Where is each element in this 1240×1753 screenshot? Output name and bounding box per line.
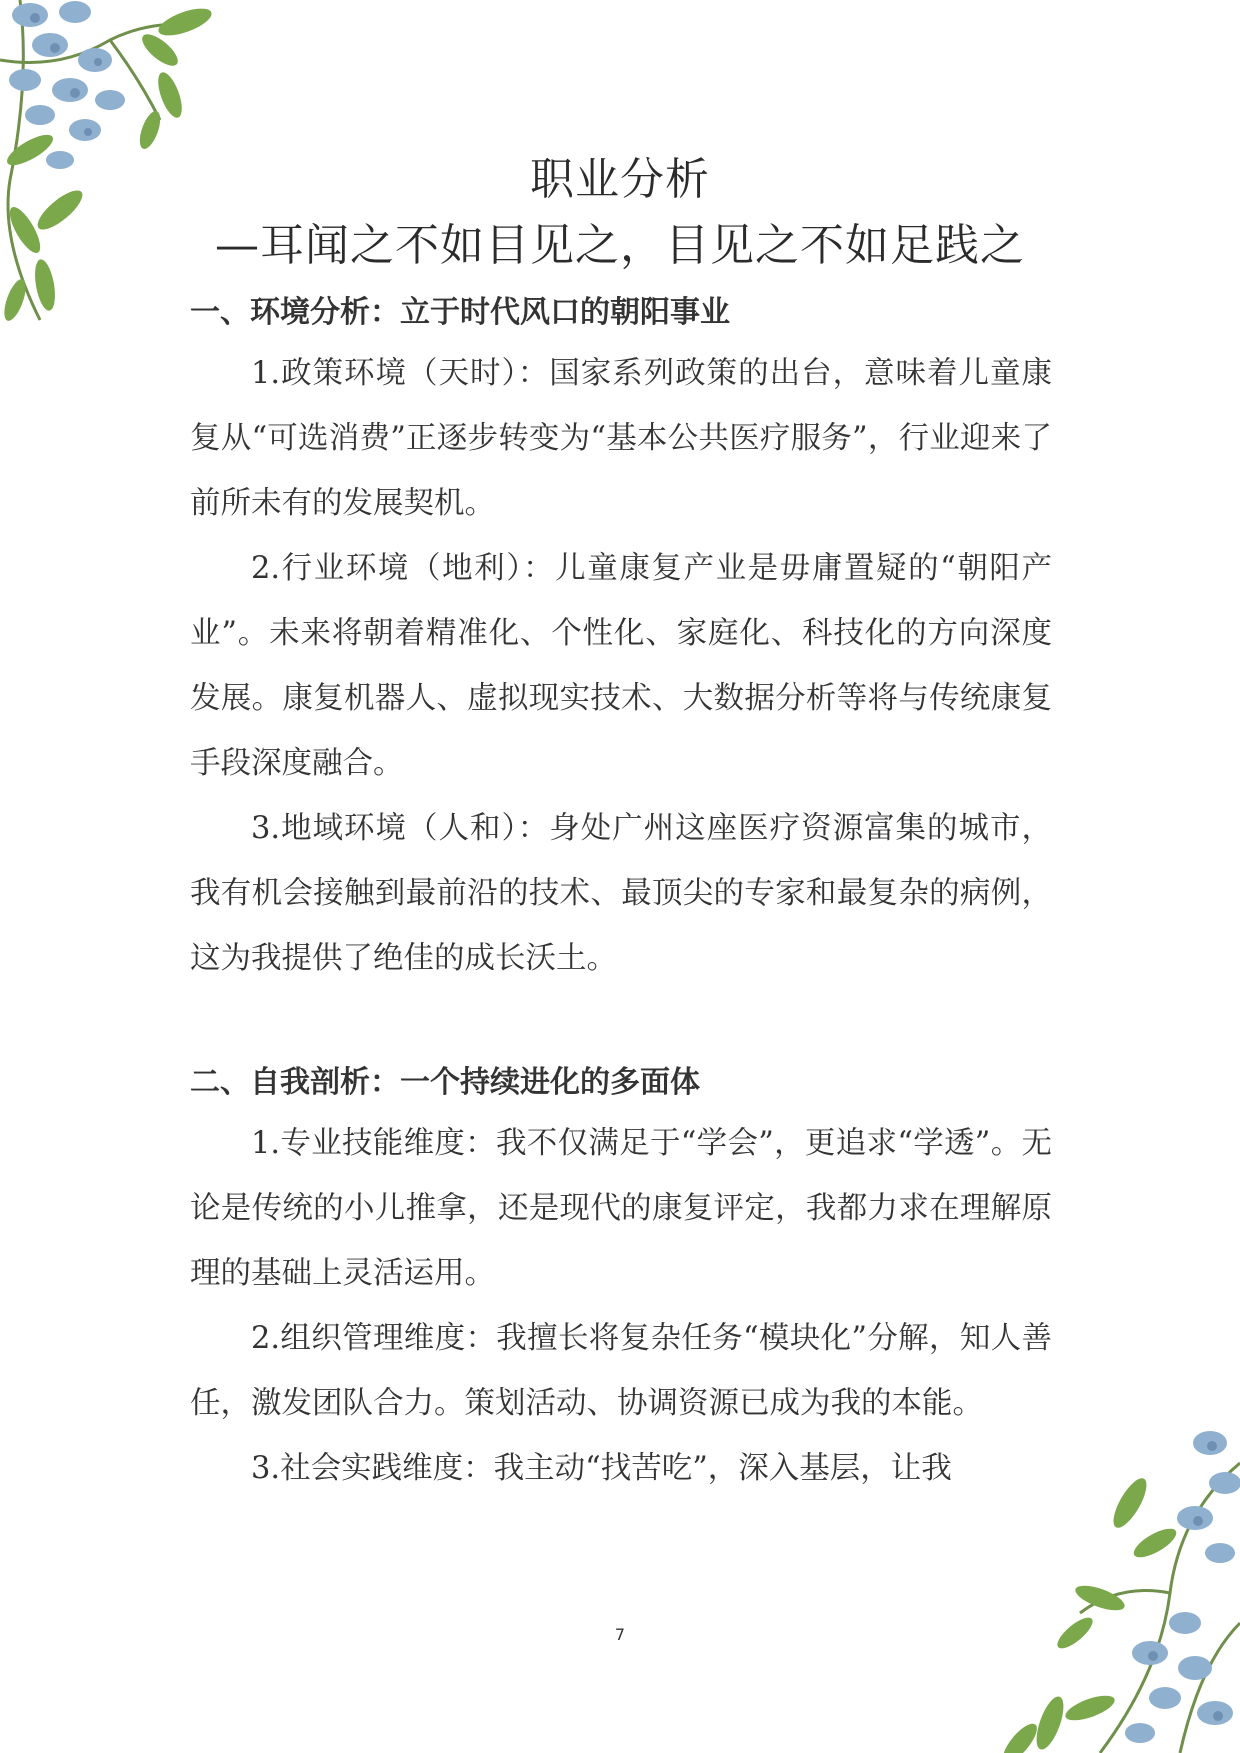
paragraph: 1.专业技能维度：我不仅满足于“学会”，更追求“学透”。无论是传统的小儿推拿，还是现代的康复评定，我都力求在理解原理的基础上灵活运用。 — [190, 1126, 1052, 1291]
section-heading: 一、环境分析：立于时代风口的朝阳事业 — [190, 295, 730, 330]
paragraph: 2.组织管理维度：我擅长将复杂任务“模块化”分解，知人善任，激发团队合力。策划活动、协调资源已成为我的本能。 — [190, 1321, 1052, 1421]
page-number: 7 — [614, 1625, 626, 1644]
paragraph: 3.社会实践维度：我主动“找苦吃”，深入基层，让我 — [251, 1451, 952, 1486]
document-body — [190, 285, 1052, 1501]
section-heading: 二、自我剖析：一个持续进化的多面体 — [190, 1065, 700, 1100]
page-title: 职业分析 — [530, 154, 710, 205]
paragraph: 1.政策环境（天时）：国家系列政策的出台，意味着儿童康复从“可选消费”正逐步转变为“基本公共医疗服务”，行业迎来了前所未有的发展契机。 — [190, 356, 1052, 521]
paragraph: 2.行业环境（地利）：儿童康复产业是毋庸置疑的“朝阳产业”。未来将朝着精准化、个性化、家庭化、科技化的方向深度发展。康复机器人、虚拟现实技术、大数据分析等将与传统康复手段深度融合。 — [190, 551, 1052, 781]
page-subtitle: —耳闻之不如目见之，目见之不如足践之 — [215, 220, 1025, 271]
section-spacer — [190, 991, 1052, 1055]
paragraph: 3.地域环境（人和）：身处广州这座医疗资源富集的城市，我有机会接触到最前沿的技术、最顶尖的专家和最复杂的病例，这为我提供了绝佳的成长沃土。 — [190, 811, 1052, 976]
